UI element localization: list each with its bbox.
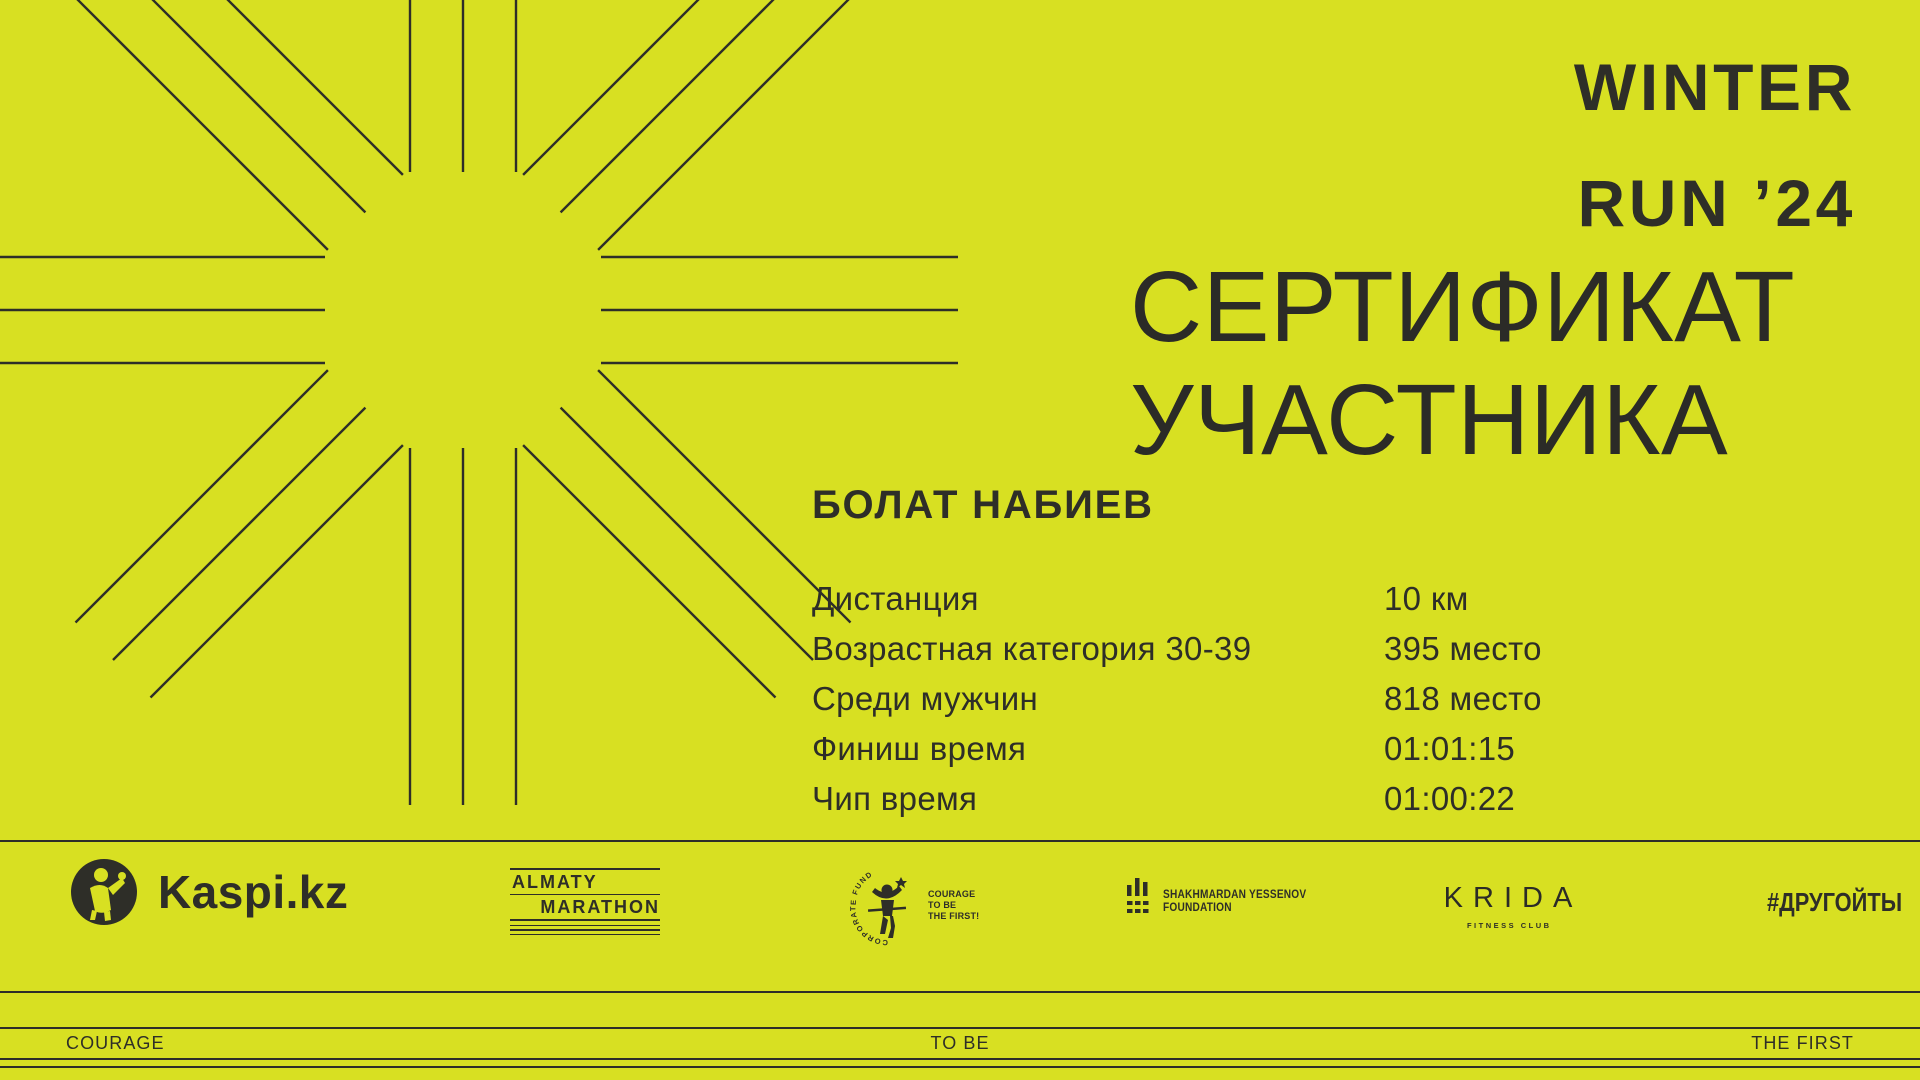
hashtag-logo: #ДРУГОЙТЫ: [1767, 887, 1903, 917]
table-row: [812, 724, 1712, 774]
almaty-logo-rule: [510, 919, 660, 921]
stat-value-distance: 10 км: [1384, 580, 1469, 617]
footer-right: THE FIRST: [1751, 1033, 1854, 1053]
stat-label-distance: Дистанция: [812, 580, 979, 617]
event-title-line2: RUN ’24: [1577, 166, 1856, 240]
courage-fund-arc-text: CORPORATE FUND: [848, 869, 889, 946]
results-table: [812, 574, 1712, 824]
table-row: [812, 674, 1712, 724]
stat-label-finish-time: Финиш время: [812, 730, 1027, 767]
stat-value-finish-time: 01:01:15: [1384, 730, 1516, 767]
almaty-logo-line1: ALMATY: [512, 871, 598, 892]
krida-subtitle: FITNESS CLUB: [1466, 921, 1552, 930]
participant-name: БОЛАТ НАБИЕВ: [812, 483, 1154, 527]
table-row: [812, 574, 1712, 624]
footer-slogan-bar: [0, 1027, 1920, 1060]
certificate-title-line1: СЕРТИФИКАТ: [1130, 251, 1796, 363]
krida-logo: [1438, 882, 1583, 930]
stat-value-chip-time: 01:00:22: [1384, 780, 1516, 817]
footer-bottom-rule: [0, 1066, 1920, 1068]
kaspi-person-icon: [70, 858, 138, 926]
stat-label-chip-time: Чип время: [812, 780, 978, 817]
almaty-logo-line2: MARATHON: [540, 897, 660, 917]
table-row: [812, 774, 1712, 824]
certificate-title: [1130, 251, 1795, 477]
sponsor-strip: [0, 840, 1920, 993]
kaspi-logo: [70, 858, 348, 926]
certificate-title-line2: УЧАСТНИКА: [1130, 364, 1729, 476]
table-row: [812, 624, 1712, 674]
stat-label-age-category: Возрастная категория 30-39: [812, 630, 1252, 667]
krida-wordmark: KRIDA: [1443, 882, 1583, 914]
event-title-line1: WINTER: [1573, 50, 1856, 124]
yessenov-bars-icon: [1127, 878, 1149, 918]
courage-fund-slogan: COURAGE TO BE THE FIRST!: [928, 888, 980, 921]
event-title: [1573, 50, 1856, 240]
yessenov-foundation-text: SHAKHMARDAN YESSENOV FOUNDATION: [1163, 889, 1307, 914]
courage-fund-runner-icon: [842, 864, 920, 946]
almaty-logo-speed-lines: [510, 925, 660, 936]
stat-label-among-men: Среди мужчин: [812, 680, 1039, 717]
yessenov-foundation-logo: [1127, 878, 1326, 918]
kaspi-wordmark: Kaspi.kz: [158, 866, 349, 918]
stat-value-age-category: 395 место: [1384, 630, 1542, 667]
footer-center: TO BE: [930, 1033, 990, 1053]
stat-value-among-men: 818 место: [1384, 680, 1542, 717]
footer-left: COURAGE: [66, 1033, 165, 1053]
almaty-marathon-logo: [510, 868, 660, 938]
courage-fund-logo: [842, 864, 979, 946]
